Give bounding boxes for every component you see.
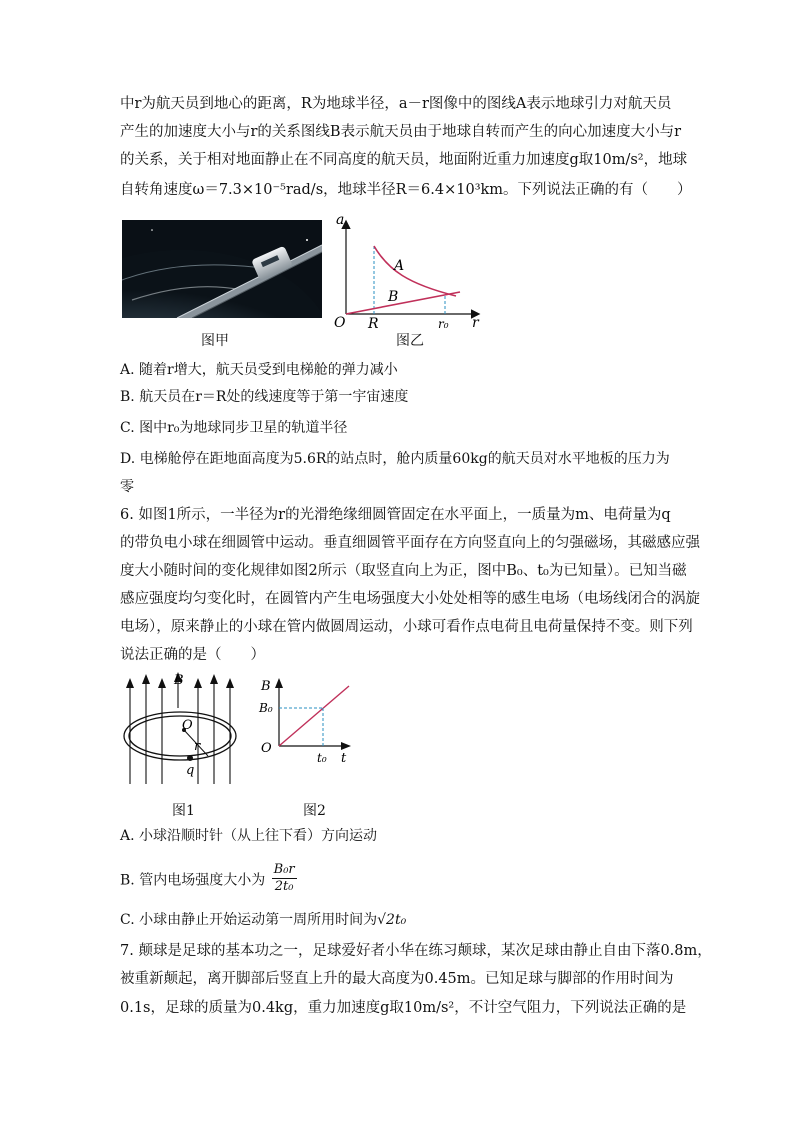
q7-line-1: 7. 颠球是足球的基本功之一，足球爱好者小华在练习颠球，某次足球由静止自由下落0.8m， — [120, 943, 712, 959]
q5-option-a: A. 随着r增大，航天员受到电梯舱的弹力减小 — [120, 362, 398, 378]
label-B: B — [388, 289, 399, 305]
q5-line-4: 自转角速度ω＝7.3×10⁻⁵rad/s，地球半径R＝6.4×10³km。下列说法正确的有（ ） — [120, 182, 692, 198]
q5-option-b: B. 航天员在r＝R处的线速度等于第一宇宙速度 — [120, 389, 409, 405]
q6-option-c-text: C. 小球由静止开始运动第一周所用时间为 — [120, 912, 378, 928]
q5-option-c: C. 图中r₀为地球同步卫星的轨道半径 — [120, 420, 348, 436]
fraction — [272, 862, 297, 895]
q5-line-1: 中r为航天员到地心的距离，R为地球半径，a－r图像中的图线A表示地球引力对航天员 — [120, 96, 672, 112]
q5-option-d: D. 电梯舱停在距地面高度为5.6R的站点时，舱内质量60kg的航天员对水平地板的压力为 — [120, 451, 670, 467]
fig1-label-O: O — [182, 718, 193, 733]
ring-magnetic-field-figure — [118, 672, 244, 790]
q6-line-5: 电场），原来静止的小球在管内做圆周运动，小球可看作点电荷且电荷量保持不变。则下列 — [120, 619, 693, 635]
q6-line-2: 的带负电小球在细圆管中运动。垂直细圆管平面存在方向竖直向上的匀强磁场，其磁感应强 — [120, 535, 700, 551]
b-t-graph — [255, 676, 355, 771]
fraction-numerator: B₀r — [273, 862, 295, 877]
outer-tube — [124, 712, 236, 760]
q7-line-3: 0.1s，足球的质量为0.4kg，重力加速度g取10m/s²，不计空气阻力，下列说法正确的是 — [120, 1000, 687, 1016]
line-B — [346, 292, 460, 314]
space-elevator-photo — [122, 220, 322, 318]
label-R: R — [368, 316, 379, 332]
q6-option-a: A. 小球沿顺时针（从上往下看）方向运动 — [120, 828, 378, 844]
fig1-label-q: q — [186, 763, 195, 778]
fig2-label-t: t — [341, 751, 347, 766]
q6-line-6: 说法正确的是（ ） — [120, 647, 265, 663]
fig2-label-B0: B₀ — [259, 701, 273, 715]
label-O: O — [334, 315, 346, 331]
fig2-label-t0: t₀ — [317, 751, 327, 765]
fig2-caption: 图2 — [303, 803, 326, 819]
q7-line-2: 被重新颠起，离开脚部后竖直上升的最大高度为0.45m。已知足球与脚部的作用时间为 — [120, 971, 674, 987]
q6-option-b-text: B. 管内电场强度大小为 — [120, 872, 266, 889]
charged-ball — [187, 755, 193, 761]
fig1-label-B: B — [174, 673, 184, 688]
q6-line-4: 感应强度均匀变化时，在圆管内产生电场强度大小处处相等的感生电场（电场线闭合的涡旋 — [120, 591, 700, 607]
q5-line-2: 产生的加速度大小与r的关系图线B表示航天员由于地球自转而产生的向心加速度大小与r — [120, 124, 682, 140]
q5-option-d-cont: 零 — [120, 479, 134, 495]
label-a: a — [336, 212, 345, 228]
q6-line-1: 6. 如图1所示，一半径为r的光滑绝缘细圆管固定在水平面上，一质量为m、电荷量为q — [120, 507, 671, 523]
b-t-line — [279, 686, 349, 746]
q6-option-b — [120, 864, 690, 897]
q5-line-3: 的关系，关于相对地面静止在不同高度的航天员，地面附近重力加速度g取10m/s²，地球 — [120, 152, 688, 168]
fig1-caption: 图1 — [172, 803, 195, 819]
fraction-denominator: 2t₀ — [274, 879, 294, 894]
fig2-label-O: O — [261, 741, 272, 756]
label-r0: r₀ — [438, 317, 449, 331]
curve-A — [374, 246, 456, 296]
fig1-label-r: r — [194, 739, 201, 754]
q6-option-c-value: √2t₀ — [377, 912, 407, 928]
a-r-graph — [328, 210, 488, 332]
fig-yi-caption: 图乙 — [396, 333, 424, 349]
inner-tube — [129, 716, 231, 756]
label-r: r — [472, 315, 479, 331]
fig2-label-B: B — [261, 679, 271, 694]
q6-line-3: 度大小随时间的变化规律如图2所示（取竖直向上为正，图中B₀、t₀为已知量）。已知当磁 — [120, 563, 687, 579]
q6-option-c — [120, 910, 690, 930]
fig-jia-caption: 图甲 — [201, 333, 229, 349]
label-A: A — [394, 258, 405, 274]
